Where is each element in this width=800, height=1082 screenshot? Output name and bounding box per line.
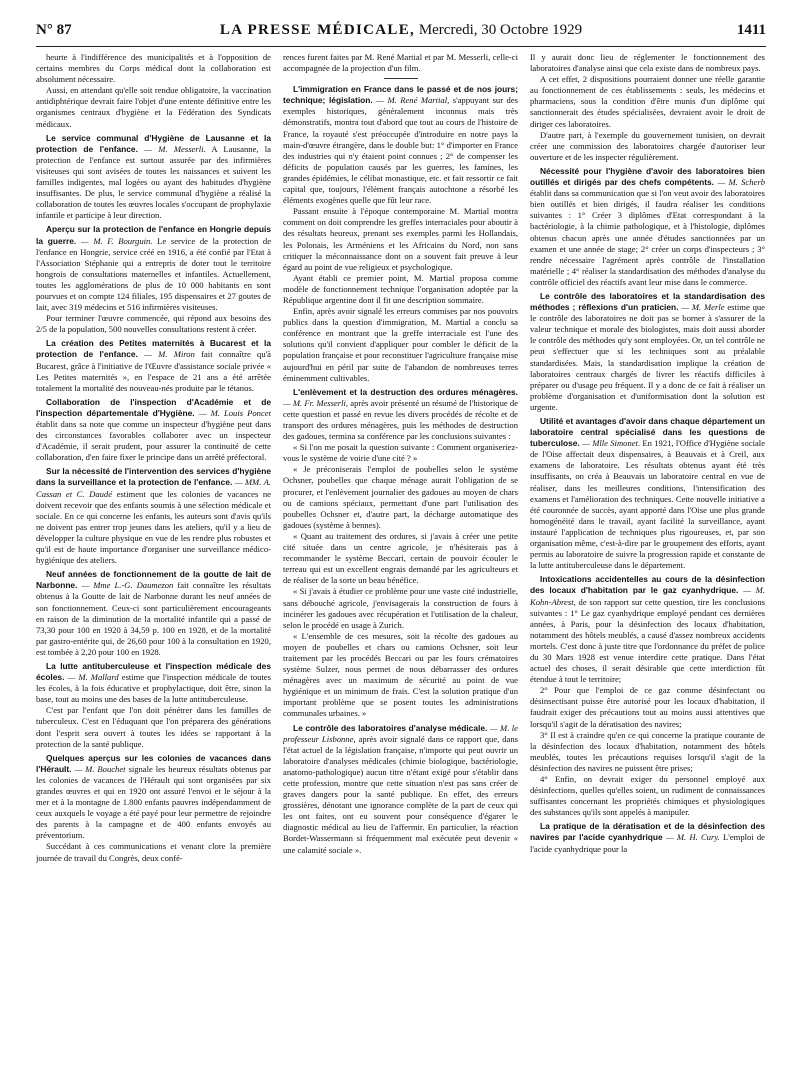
section-heading: L'enlèvement et la destruction des ordures ménagères. — [293, 386, 518, 397]
author-name: — M. F. Bourguin. — [81, 235, 153, 246]
author-name: — M. le professeur Lisbonne, — [283, 722, 518, 744]
page-header — [36, 22, 766, 44]
issue-date: Mercredi, 30 Octobre 1929 — [418, 22, 583, 38]
section-text: établit dans sa note que comme un inspecteur d'hygiène peut dans des circonstances favorables collaborer avec un inspecteur d'Académie, il serait prudent, pour assurer la continuité de cette collaboration, d'en faire fixer le principe dans un arrêté préfectoral. — [36, 419, 271, 463]
section-paragraph — [36, 466, 271, 566]
section-text: s'appuyant sur des exemples historiques, généralement inconnus mais très démonstratifs, montra tout d'abord que tout au cours de l'histoire de France, la royauté s'est préoccupée d'introduire en notre pays la main-d'œuvre étrangère, dans le double but: 1° d'importer en France des industries qui n'y étaient point connues ; 2° de compenser les déficits de population causés par les guerres, les famines, les grandes épidémies, le célibat monastique, etc. et fait ressortir ce fait capital que, toujours, l'élément français autochtone a résorbé les éléments exogènes quelle que fût leur race. — [283, 95, 518, 206]
author-name: — MM. A. Cassan et C. Daudé — [36, 477, 271, 499]
body-paragraph: D'autre part, à l'exemple du gouvernement tunisien, on devrait créer une commission des laboratoires chargée d'autoriser leur ouverture et de les inspecter régulièrement. — [530, 129, 765, 162]
section-text: après avoir présenté un résumé de l'historique de cette question et passé en revue les divers procédés de récolte et de transport des ordures ménagères, puis les méthodes de destruction des gadoues, termina sa conférence par les conclusions suivantes : — [283, 397, 518, 442]
article-body — [36, 52, 766, 1072]
body-paragraph: « L'ensemble de ces mesures, soit la récolte des gadoues au moyen de poubelles et chars ou camions Ochsner, soit leur traitement par les procédés Beccari ou par les fours crématoires système Sulzer, nous permet de nous débarrasser des ordures ménagères avec un maximum de sécurité au point de vue hygiénique et un minimum de frais. C'est la solution pratique d'un important problème que se posent toutes les administrations communales urbaines. » — [283, 630, 518, 719]
section-heading: Aperçu sur la protection de l'enfance en Hongrie depuis la guerre. — [36, 224, 271, 246]
body-paragraph: 4° Enfin, on devrait exiger du personnel employé aux désinfections, quelles qu'elles soient, un rudiment de connaissances suffisantes concernant les propriétés chimiques et physiologiques des substances qu'ils sont appelés à manipuler. — [530, 774, 765, 818]
section-heading: Le service communal d'Hygiène de Lausanne et la protection de l'enfance. — [36, 132, 271, 154]
page-number: 1411 — [736, 22, 766, 38]
section-separator — [384, 78, 418, 79]
author-name: — M. Kohn-Abrest, — [530, 585, 765, 607]
issue-number: N° 87 — [36, 22, 72, 38]
author-name: — M. Louis Poncet — [198, 407, 271, 418]
section-text: fait connaître qu'à Bucarest, grâce à l'initiative de l'Œuvre d'assistance sociale privée « Les Petites maternités », en l'espace de 21 ans a été arrêtée totalement la mortalité des nouveau-nés produite par le tétanos. — [36, 349, 271, 393]
author-name: — M. H. Cury. — [666, 832, 720, 843]
body-paragraph: rences furent faites par M. René Martial et par M. Messerli, celle-ci accompagnée de la projection d'un film. — [283, 52, 518, 74]
author-name: — M. Scherb — [717, 177, 765, 188]
section-heading: Le contrôle des laboratoires d'analyse médicale. — [293, 722, 490, 733]
section-paragraph — [530, 574, 765, 685]
section-heading: Intoxications accidentelles au cours de la désinfection des locaux d'habitation par le gaz cyanhydrique. — [530, 574, 765, 596]
author-name: — Mme L.-G. Daumezon — [81, 580, 174, 591]
section-paragraph — [36, 133, 271, 222]
section-paragraph — [36, 661, 271, 705]
author-name: — M. Bouchet — [74, 763, 126, 774]
section-paragraph — [36, 224, 271, 313]
text-column-3 — [530, 52, 765, 1072]
section-text: estiment que les colonies de vacances ne doivent recevoir que des enfants soumis à une sélection médicale et sociale. En ce qui concerne les enfants, les auteurs sont d'avis qu'ils ne doivent pas entrer trop jeunes dans les ateliers, qu'il y a lieu de développer la culture physique en vue de les rendre plus robustes et qu'il est de haute importance d'organiser une surveillance médico-hygiénique des ateliers. — [36, 488, 271, 566]
text-column-1 — [36, 52, 271, 1072]
author-name: — M. René Martial, — [376, 95, 450, 106]
section-heading: Le contrôle des laboratoires et la standardisation des méthodes ; réflexions d'un praticien. — [530, 290, 765, 313]
section-heading: Nécessité pour l'hygiène d'avoir des laboratoires bien outillés et dirigés par des chefs compétents. — [530, 165, 765, 188]
author-name: — M. Messerli. — [144, 143, 206, 154]
section-text: après avoir signalé dans ce rapport que, dans l'état actuel de la législation française, n'importe qui peut ouvrir un laboratoire d'analyses médicales (chimie biologique, bactériologie, anatomo-pathologique) aucun titre n'étant exigé pour s'établir dans cette profession, montre que cette situation n'est pas sans créer de graves dangers pour la santé publique. En effet, des erreurs grossières, dénotant une ignorance complète de la part de ceux qui les ont faites, ont eu souvent pour conséquence d'égarer le diagnostic médical au lieu de l'affermir. En particulier, la réaction Bordet-Wassermann si fréquemment mal exécutée peut devenir « une calamité sociale ». — [283, 733, 518, 855]
section-heading: Utilité et avantages d'avoir dans chaque département un laboratoire central spécialisé dans les questions de tuberculose. — [530, 416, 765, 449]
author-name: — Mlle Simonet. — [582, 438, 641, 449]
section-paragraph — [283, 723, 518, 856]
section-text: établit dans sa communication que si l'on veut avoir des laboratoires bien outillés et bien dirigés, il faudra réaliser les conditions suivantes : 1° Créer 3 diplômes d'Etat correspondant à la bactériologie, à la chimie pathologique, et à l'histologie, diplômes obtenus chacun après une année d'études sanctionnées par un examen et une année de stage; 2° créer un corps d'inspecteurs ; 3° rendre nécessaire l'agrément après contrôle de l'installation matérielle ; 4° réaliser la standardisation des méthodes d'analyse du contrôle officiel des réactifs avant leur mise dans le commerce. — [530, 188, 765, 287]
body-paragraph: 3° Il est à craindre qu'en ce qui concerne la pratique courante de la désinfection des locaux d'habitation, notamment des hôtels meublés, toutes les précautions requises lorsqu'il s'agit de la désinfection des navires ne puissent être prises; — [530, 729, 765, 773]
section-heading: Quelques aperçus sur les colonies de vacances dans l'Hérault. — [36, 752, 271, 774]
section-heading: Neuf années de fonctionnement de la goutte de lait de Narbonne. — [36, 569, 271, 591]
section-text: fait connaître les résultats obtenus à la Goutte de lait de Narbonne durant les neuf années de son fonctionnement. Ceux-ci sont particulièrement encourageants en raison de la diminution de la mortalité infantile qui a passé de 73,30 pour 100 en 1920 à 34,59 p. 100 en 1928, et de la mortalité par gastro-entérite qui, de 26,60 pour 100 à la consultation en 1920, est tombée à 2,20 pour 100 en 1928. — [36, 580, 271, 657]
body-paragraph: « Si j'avais à étudier ce problème pour une vaste cité industrielle, sans débouché agricole, j'envisagerais la construction de fours à incinérer les gadoues avec récupération et l'utilisation de la chaleur, selon le procédé en usage à Zurich. — [283, 586, 518, 630]
body-paragraph: « Si l'on me posait la question suivante : Comment organiseriez-vous le système de voirie d'une cité ? » — [283, 442, 518, 464]
body-paragraph: « Quant au traitement des ordures, si j'avais à créer une petite cité située dans un centre agricole, je n'hésiterais pas à recommander le système Beccari, certain de pouvoir écouler le terreau qui est un excellent engrais demandé par les agriculteurs et de réaliser de la sorte un beau bénéfice. — [283, 530, 518, 586]
section-text: de son rapport sur cette question, tire les conclusions suivantes : 1° Le gaz cyanhydrique employé pendant ces dernières années, à Paris, pour la désinfection des locaux d'habitation, notamment des hôtels meublés, a causé d'assez nombreux accidents mortels. C'est donc à juste titre que l'ordonnance du préfet de police du 30 Mars 1928 est venue interdire cette pratique. Dans l'état actuel des choses, il serait désirable que cette interdiction fût étendue à tout le territoire; — [530, 596, 765, 685]
section-paragraph — [36, 338, 271, 393]
section-paragraph — [283, 387, 518, 442]
body-paragraph: heurte à l'indifférence des municipalités et à l'opposition de certains membres du Corps médical dont la collaboration est absolument nécessaire. — [36, 52, 271, 85]
section-paragraph — [36, 397, 271, 464]
journal-masthead — [36, 22, 766, 39]
section-heading: L'immigration en France dans le passé et de nos jours; technique; législation. — [283, 84, 518, 106]
section-paragraph — [530, 821, 765, 854]
section-text: En 1921, l'Office d'Hygiène sociale de l'Oise affectait deux dispensaires, à Beauvais et à Creil, aux examens de laboratoire. Les résultats obtenus ayant été très insuffisants, on créa à Beauvais un laboratoire central en vue de réaliser, dans les meilleures conditions, l'intensification des examens et l'amélioration des techniques. Cette nouvelle initiative a été couronnée de succès, ayant apporté dans l'Oise une plus grande homogénéité dans le travail, ayant facilité la surveillance, ayant instauré l'application de techniques plus rigoureuses, et, par son organisation même, c'est-à-dire par le groupement des efforts, ayant permis au laboratoire de suivre la progression rapide et constante de la lutte antituberculeuse dans le département. — [530, 438, 765, 571]
body-paragraph: « Je préconiserais l'emploi de poubelles selon le système Ochsner, poubelles que chaque ménage aurait l'obligation de se procurer, et l'enlèvement journalier des gadoues au moyen de chars ou de camions spéciaux, permettant d'une part l'utilisation des poubelles Ochsner et, d'autre part, la décharge automatique des gadoues (système à bennes). — [283, 464, 518, 530]
section-paragraph — [36, 569, 271, 658]
text-column-2 — [283, 52, 518, 1072]
author-name: — M. Merle — [681, 302, 725, 313]
body-paragraph: Passant ensuite à l'époque contemporaine M. Martial montra comment on doit comprendre les greffes interraciales pour aboutir à des résultats heureux, prenant ses exemples parmi les Hollandais, les Polonais, les Arméniens et les Africains du Nord, non sans critiquer la méconnaissance dont on a souvent fait preuve à leur égard au point de vue religieux et psychologique. — [283, 206, 518, 272]
author-name: — M. Mallard — [67, 672, 119, 683]
section-heading: La création des Petites maternités à Bucarest et la protection de l'enfance. — [36, 338, 271, 360]
author-name: — M. Fr. Messerli, — [283, 397, 349, 408]
section-text: A Lausanne, la protection de l'enfance est surtout assurée par des infirmières visiteuses qui sont avisées de toutes les naissances et suivent les familles indigentes, mal logées ou ayant des habitudes d'hygiène insuffisantes. De plus, le service communal d'hygiène a réalisé la collaboration de toutes les œuvres locales s'occupant de prophylaxie infantile et participe à leur direction. — [36, 143, 271, 221]
body-paragraph: Pour terminer l'œuvre commencée, qui répond aux besoins des 2/5 de la population, 500 nouvelles consultations restent à créer. — [36, 313, 271, 335]
section-text: signale les heureux résultats obtenus par les colonies de vacances de l'Hérault qui sont organisées par six grandes œuvres et qui en 1920 ont assuré l'envoi et le séjour à la mer et à la montagne de 1.800 enfants pauvres indépendamment de ceux auxquels le voyage a été payé pour leur permettre de rejoindre des parents à la campagne et de 400 enfants envoyés au préventorium. — [36, 763, 271, 841]
author-name: — M. Miron — [144, 349, 195, 360]
journal-title: LA PRESSE MÉDICALE, — [219, 22, 416, 38]
body-paragraph: Ayant établi ce premier point, M. Martial proposa comme modèle de fonctionnement technique l'organisation adoptée par la République argentine dont il fit une description sommaire. — [283, 272, 518, 305]
section-heading: Collaboration de l'inspection d'Académie et de l'inspection départementale d'Hygiène. — [36, 396, 271, 418]
section-paragraph — [530, 416, 765, 571]
body-paragraph: Enfin, après avoir signalé les erreurs commises par nos pouvoirs publics dans la question d'immigration, M. Martial a conclu sa conférence en montrant que la greffe interraciale est l'une des solutions qu'il convient d'appliquer pour combler le déficit de la population française et pour reconstituer l'agriculture française mise aujourd'hui en péril par suite de l'abandon de nombreuses terres éminemment cultivables. — [283, 306, 518, 383]
body-paragraph: Succédant à ces communications et venant clore la première journée de travail du Congrès, deux confé- — [36, 841, 271, 863]
section-paragraph — [283, 84, 518, 206]
header-rule — [36, 46, 766, 47]
section-heading: La lutte antituberculeuse et l'inspection médicale des écoles. — [36, 660, 271, 683]
section-text: estime que le contrôle des laboratoires ne doit pas se borner à s'assurer de la valeur technique et morale des biologistes, mais doit aussi aborder le contrôle des méthodes qu'y sont employées. Or, un tel contrôle ne peut s'effectuer que si les techniques sont au préalable standardisées. Mais, la standardisation implique la création de laboratoires centraux chargés de livrer les réactifs difficiles à préparer ou d'usage peu fréquent. Il y a donc de ce fait à réaliser un problème d'organisation et d'uniformisation dont la solution est urgente. — [530, 302, 765, 412]
body-paragraph: Il y aurait donc lieu de réglementer le fonctionnement des laboratoires d'analyse ainsi que cela existe dans de nombreux pays. — [530, 52, 765, 74]
body-paragraph: Aussi, en attendant qu'elle soit rendue obligatoire, la vaccination antidiphtérique devrait faire l'objet d'une entente définitive entre les organismes centraux d'hygiène et la Fédération des Syndicats médicaux. — [36, 85, 271, 129]
body-paragraph: C'est par l'enfant que l'on doit pénétrer dans les familles de tuberculeux. C'est en l'éduquant que l'on préparera des générations dont l'esprit sera ouvert à toutes les idées se rapportant à la protection de la santé publique. — [36, 705, 271, 749]
section-text: estime que l'inspection médicale de toutes les écoles, à la fois éducative et prophylactique, doit être, sinon la base, tout au moins une des bases de la lutte antituberculeuse. — [36, 672, 271, 705]
section-paragraph — [530, 166, 765, 288]
section-heading: La pratique de la dératisation et de la désinfection des navires par l'acide cyanhydrique — [530, 821, 765, 843]
section-paragraph — [530, 291, 765, 413]
section-text: L'emploi de l'acide cyanhydrique pour la — [530, 832, 765, 854]
section-text: Le service de la protection de l'enfance en Hongrie, service créé en 1916, a été confié par l'Etat à l'Association Stéphanie qui a entrepris de doter tout le territoire hongrois de consultations maternelles et infantiles. Actuellement, toutes les agglomérations de plus de 10 000 habitants en sont pourvues et on compte 124 filiales, 195 dispensaires et 27 goutes de lait, avec 319 médecins et 516 infirmières visiteuses. — [36, 235, 271, 313]
body-paragraph: 2° Pour que l'emploi de ce gaz comme désinfectant ou désinsectisant puisse être autorisé pour les locaux d'habitation, il faudrait exiger des précautions tout au moins aussi attentives que lorsqu'il s'agit de la dératisation des navires; — [530, 685, 765, 729]
body-paragraph: A cet effet, 2 dispositions pourraient donner une réelle garantie au fonctionnement de ces établissements : seuls, les médecins et pharmaciens, sous la condition d'être munis d'un diplôme qui sanctionnerait des études spécialisées, devraient avoir le droit de diriger ces laboratoires. — [530, 74, 765, 129]
section-paragraph — [36, 753, 271, 842]
section-heading: Sur la nécessité de l'intervention des services d'hygiène dans la surveillance et la protection de l'enfance. — [36, 466, 271, 488]
